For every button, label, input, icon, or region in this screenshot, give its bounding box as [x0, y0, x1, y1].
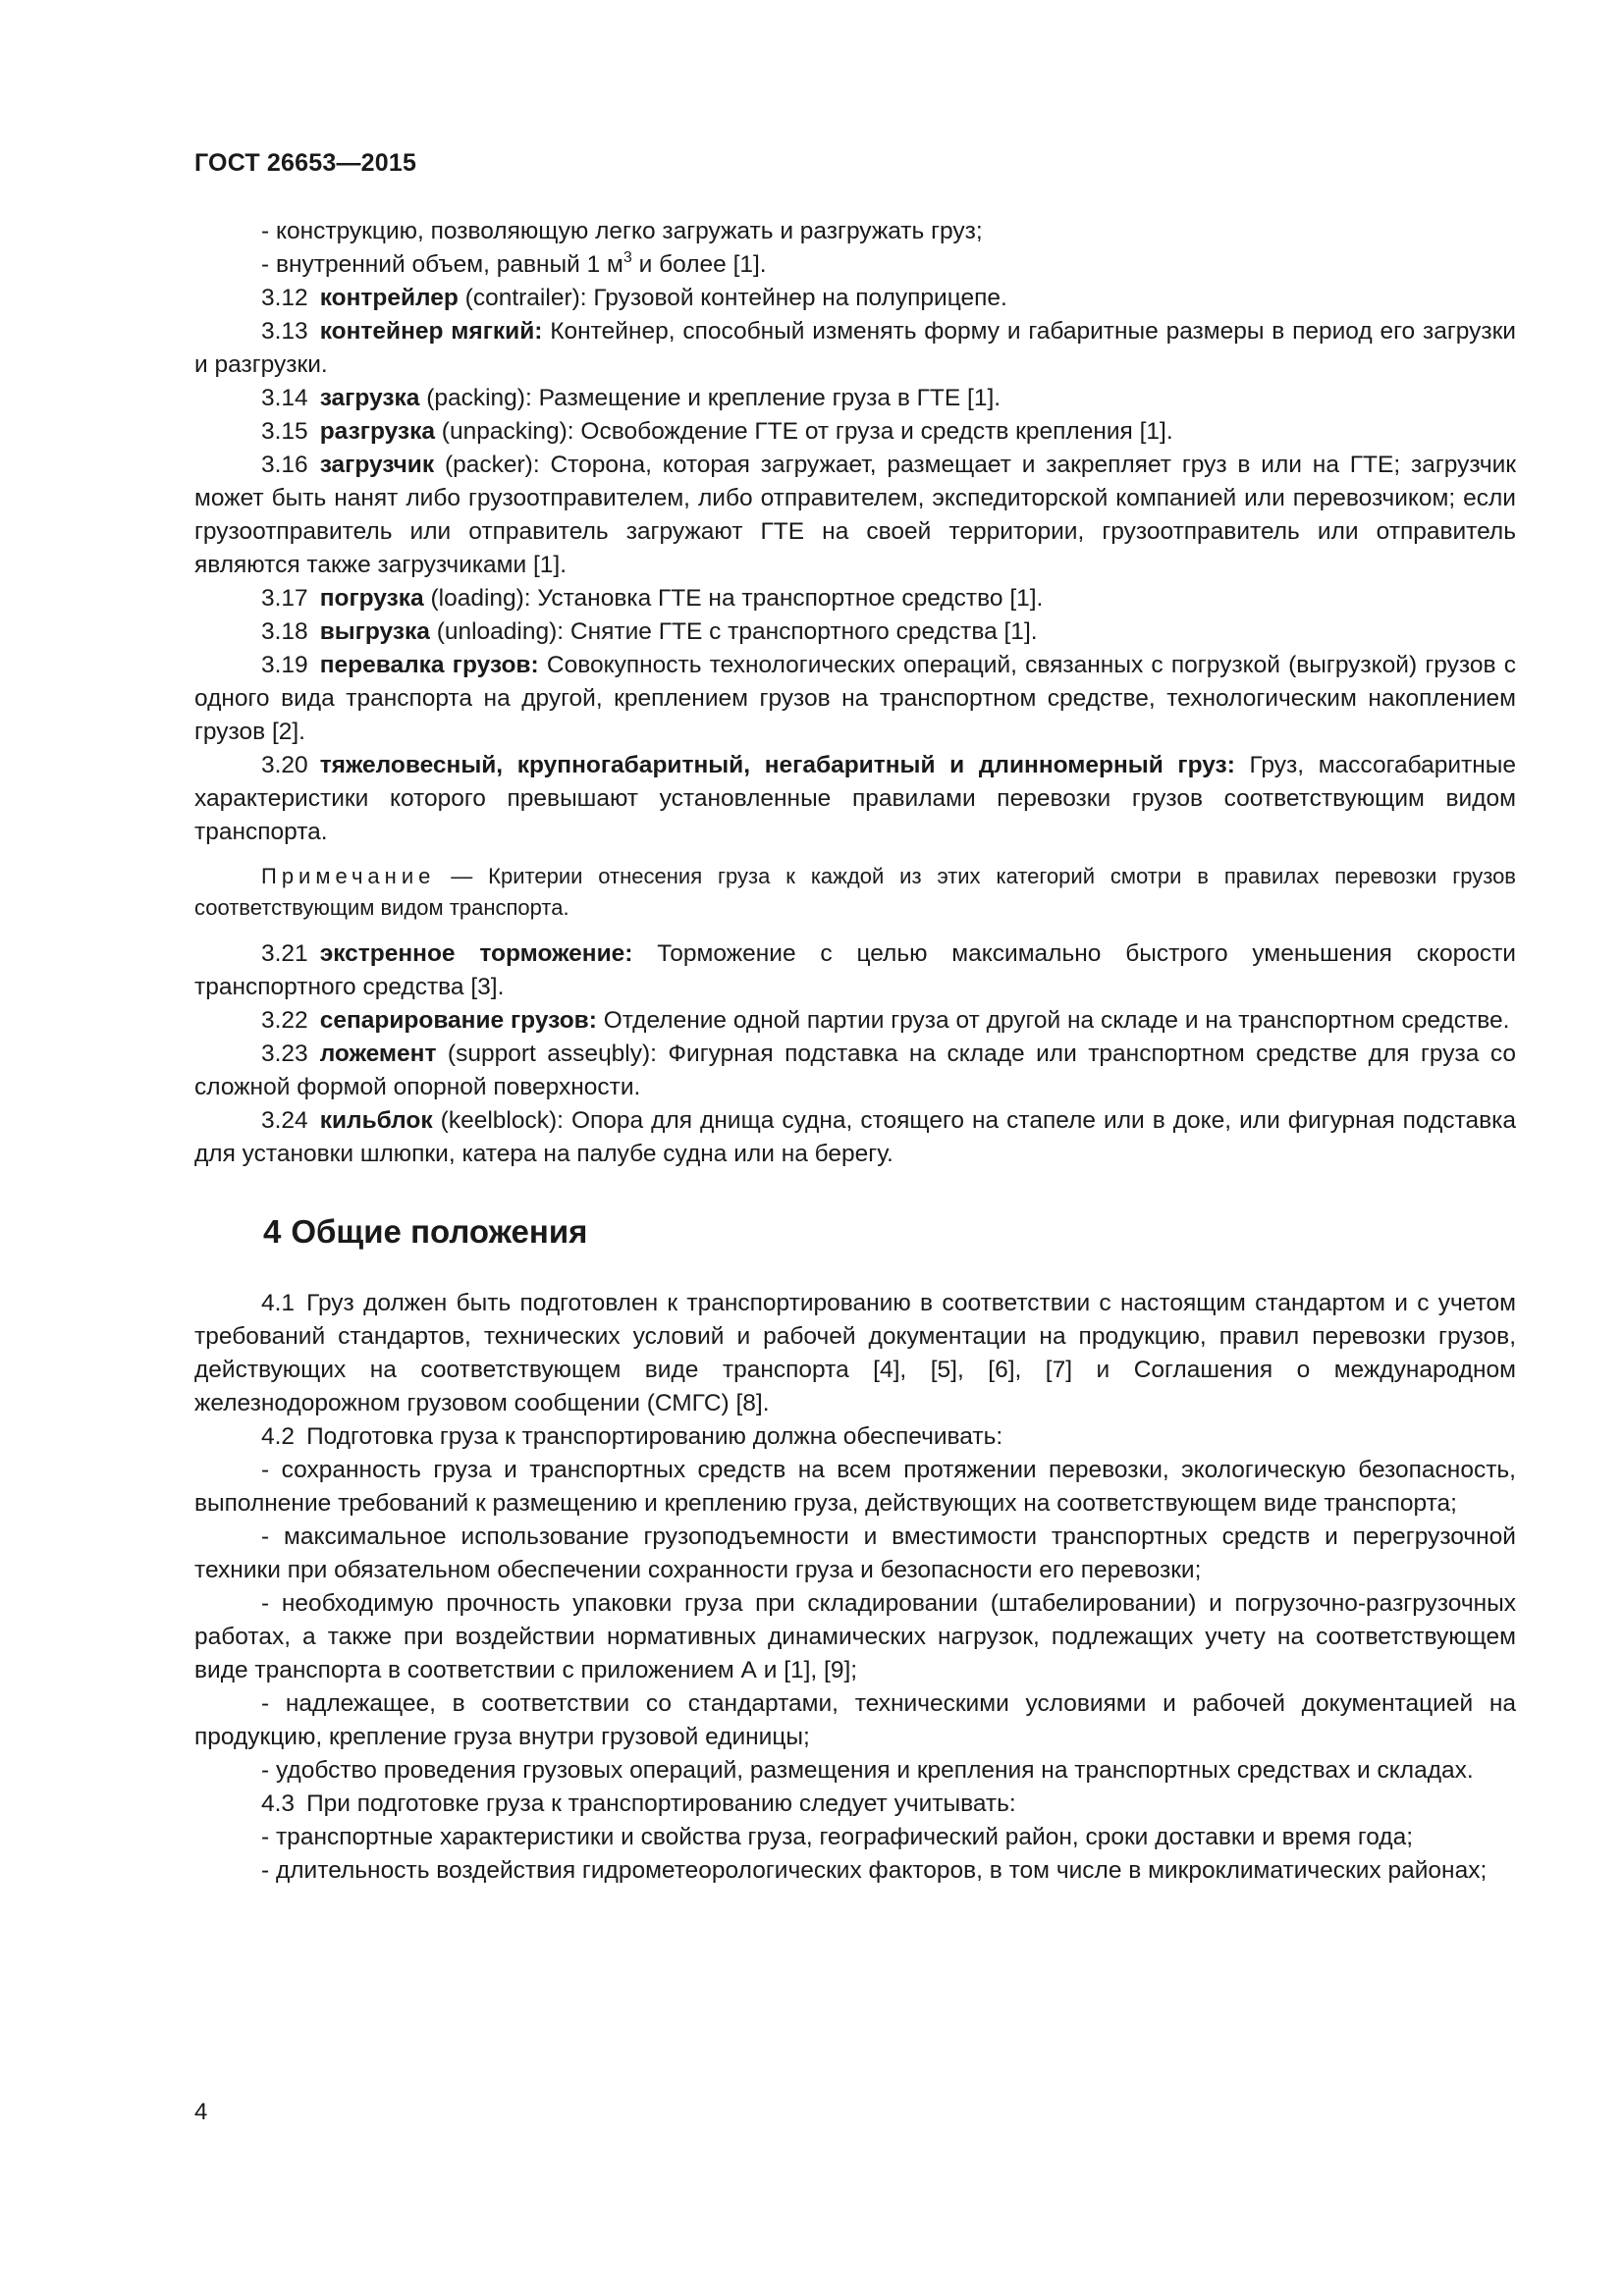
term: тяжеловесный, крупногабаритный, негабаритный и длинномерный груз: [319, 752, 1235, 778]
term-definition: 3.12 контрейлер (contrailer): Грузовой контейнер на полуприцепе. [261, 285, 1007, 311]
term-definition: 3.14 загрузка (packing): Размещение и крепление груза в ГТЕ [1]. [261, 385, 1001, 411]
term-definition: 3.15 разгрузка (unpacking): Освобождение ГТЕ от груза и средств крепления [1]. [261, 418, 1173, 445]
term-definition: 3.22 сепарирование грузов: Отделение одной партии груза от другой на складе и на транспортном средстве. [261, 1007, 1510, 1034]
term: кильблок [319, 1107, 433, 1134]
section-heading: 4 Общие положения [263, 1213, 588, 1250]
term-definition: 3.19 перевалка грузов: Совокупность технологических операций, связанных с погрузкой (выгрузкой) грузов с одного вида транспорта на другой, креплением грузов на транспортном средстве, технологическим накоплением грузов [2]. [194, 652, 1516, 745]
term-definition: 3.13 контейнер мягкий: Контейнер, способный изменять форму и габаритные размеры в период его загрузки и разгрузки. [194, 318, 1516, 378]
list-item-volume: - внутренний объем, равный 1 $м^3$ и более [1]. [261, 249, 767, 278]
term: экстренное торможение: [319, 940, 633, 967]
list-4-2 [194, 1454, 1516, 1788]
term-definition: 3.24 кильблок (keelblock): Опора для днища судна, стоящего на стапеле или в доке, или фигурная подставка для установки шлюпки, катера на палубе судна или на берегу. [194, 1107, 1516, 1167]
term: перевалка грузов: [319, 652, 539, 678]
term: загрузка [319, 385, 420, 411]
term-definition: 3.21 экстренное торможение: Торможение с целью максимально быстрого уменьшения скорости транспортного средства [3]. [194, 940, 1516, 1000]
list-item: - максимальное использование грузоподъемности и вместимости транспортных средств и перегрузочной техники при обязательном обеспечении сохранности груза и безопасности его перевозки; [194, 1523, 1516, 1583]
list-item: - длительность воздействия гидрометеорологических факторов, в том числе в микроклиматических районах; [261, 1857, 1488, 1884]
clause-4-2: 4.2 Подготовка груза к транспортированию должна обеспечивать: [261, 1423, 1003, 1450]
term: ложемент [319, 1041, 437, 1067]
list-item: - удобство проведения грузовых операций, размещения и крепления на транспортных средствах и складах. [261, 1757, 1474, 1784]
term: контейнер мягкий: [319, 318, 543, 345]
term: погрузка [319, 585, 424, 612]
clause-4-1: 4.1 Груз должен быть подготовлен к транспортированию в соответствии с настоящим стандартом и с учетом требований стандартов, технических условий и рабочей документации на продукцию, правил перевозки грузов, действующих на соответствующем виде транспорта [4], [5], [6], [7] и Соглашения о международном железнодорожном грузовом сообщении (СМГС) [8]. [194, 1290, 1516, 1416]
list-item: - необходимую прочность упаковки груза при складировании (штабелировании) и погрузочно-разгрузочных работах, а также при воздействии нормативных динамических нагрузок, подлежащих учету на соответствующем виде транспорта в соответствии с приложением А и [1], [9]; [194, 1590, 1516, 1683]
term-definition: 3.23 ложемент (support asseɥbly): Фигурная подставка на складе или транспортном средстве для груза со сложной формой опорной поверхности. [194, 1041, 1516, 1100]
term: выгрузка [319, 618, 430, 645]
term: сепарирование грузов: [319, 1007, 597, 1034]
term-definition: 3.16 загрузчик (packer): Сторона, которая загружает, размещает и закрепляет груз в или на ГТЕ; загрузчик может быть нанят либо грузоотправителем, либо отправителем, экспедиторской компанией или перевозчиком; если грузоотправитель или отправитель загружают ГТЕ на своей территории, грузоотправитель или отправитель являются также загрузчиками [1]. [194, 452, 1516, 578]
list-item: - надлежащее, в соответствии со стандартами, техническими условиями и рабочей документацией на продукцию, крепление груза внутри грузовой единицы; [194, 1690, 1516, 1750]
list-item: - сохранность груза и транспортных средств на всем протяжении перевозки, экологическую безопасность, выполнение требований к размещению и креплению груза, действующих на соответствующем виде транспорта; [194, 1457, 1516, 1517]
standard-header: ГОСТ 26653—2015 [194, 149, 417, 177]
terms-group-b [194, 937, 1516, 1171]
term: загрузчик [319, 452, 435, 478]
term-definition: 3.18 выгрузка (unloading): Снятие ГТЕ с транспортного средства [1]. [261, 618, 1038, 645]
terms-group-a [194, 282, 1516, 849]
term-definition: 3.20 тяжеловесный, крупногабаритный, негабаритный и длинномерный груз: Груз, массогабаритные характеристики которого превышают установленные правилами перевозки грузов соответствующим видом транспорта. [194, 752, 1517, 845]
list-item: - транспортные характеристики и свойства груза, географический район, сроки доставки и время года; [261, 1824, 1414, 1850]
list-4-3 [194, 1821, 1516, 1888]
note: Примечание — Критерии отнесения груза к каждой из этих категорий смотри в правилах перевозки грузов соответствующим видом транспорта. [194, 864, 1516, 920]
term: разгрузка [319, 418, 435, 445]
term-definition: 3.17 погрузка (loading): Установка ГТЕ на транспортное средство [1]. [261, 585, 1044, 612]
list-item: - конструкцию, позволяющую легко загружать и разгружать груз; [261, 218, 983, 244]
clause-4-3: 4.3 При подготовке груза к транспортированию следует учитывать: [261, 1790, 1016, 1817]
term: контрейлер [319, 285, 459, 311]
document-body [194, 215, 1516, 1888]
page-number: 4 [194, 2099, 208, 2125]
